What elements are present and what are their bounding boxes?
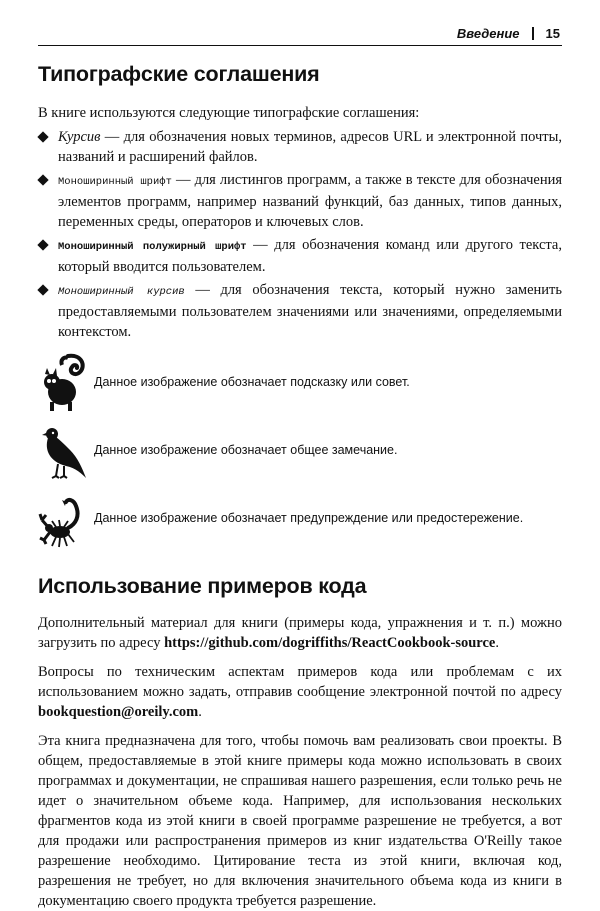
note-text: Данное изображение обозначает подсказку или совет. bbox=[94, 375, 410, 389]
diamond-bullet-icon bbox=[37, 174, 48, 185]
list-item bbox=[38, 127, 562, 167]
tip-note bbox=[38, 352, 562, 412]
diamond-bullet-icon bbox=[37, 131, 48, 142]
scorpion-icon bbox=[38, 488, 88, 548]
item-description: — для обозначения команд или другого текста, который вводится пользователем. bbox=[58, 237, 562, 275]
paragraph-text: Вопросы по техническим аспектам примеров кода или проблемам с их использованием можно задать, отправив сообщение электронной почтой по адресу bbox=[38, 664, 562, 700]
paragraph-text: Дополнительный материал для книги (примеры кода, упражнения и т. п.) можно загрузить по адресу bbox=[38, 615, 562, 651]
list-item bbox=[38, 235, 562, 277]
header-section-title: Введение bbox=[456, 26, 520, 41]
paragraph-usage-policy: Эта книга предназначена для того, чтобы помочь вам реализовать свои проекты. В общем, предоставляемые в этой книге примеры кода можно использовать в своих программах и документации, не спрашивая нашего разрешения, если только речь не идет о значительном объеме кода. Например, для использования нескольких фрагментов кода из этой книги в своей программе разрешение не требуется, а вот для продажи или распространения примеров из книг издательства O'Reilly такое разрешение необходимо. Цитирование теста из этой книги, включая код, разрешения не требует, но для включения значительного объема кода из книги в документацию своего продукта требуется разрешение. bbox=[38, 733, 562, 909]
running-header bbox=[457, 26, 560, 41]
list-item bbox=[38, 170, 562, 232]
paragraph-text: . bbox=[198, 704, 202, 720]
header-rule bbox=[38, 45, 562, 46]
conventions-list bbox=[38, 127, 562, 342]
term-monospace-bold: Моноширинный полужирный шрифт bbox=[58, 241, 247, 253]
warning-note bbox=[38, 488, 562, 548]
item-description: — для обозначения текста, который нужно заменить предоставляемыми пользователем значениями или значениями, определяемыми контекстом. bbox=[58, 282, 562, 340]
section-title-conventions: Типографские соглашения bbox=[38, 62, 320, 86]
header-separator bbox=[532, 27, 534, 40]
note-text: Данное изображение обозначает общее замечание. bbox=[94, 443, 398, 457]
item-description: — для обозначения новых терминов, адресов URL и электронной почты, названий и расширений файлов. bbox=[58, 129, 562, 165]
term-monospace-italic: Моноширинный курсив bbox=[58, 286, 185, 298]
section-title-code-examples: Использование примеров кода bbox=[38, 574, 367, 598]
lemur-icon bbox=[38, 352, 88, 412]
conventions-intro: В книге используются следующие типографские соглашения: bbox=[38, 105, 420, 121]
term-italic: Курсив bbox=[58, 129, 101, 145]
paragraph-questions bbox=[38, 662, 562, 722]
general-note bbox=[38, 420, 562, 480]
note-text: Данное изображение обозначает предупреждение или предостережение. bbox=[94, 511, 524, 525]
item-description: — для листингов программ, а также в тексте для обозначения элементов программ, например названий функций, баз данных, типов данных, переменных среды, операторов и ключевых слов. bbox=[58, 172, 563, 230]
diamond-bullet-icon bbox=[37, 239, 48, 250]
repository-link[interactable]: https://github.com/dogriffiths/ReactCookbook-source bbox=[164, 635, 496, 651]
paragraph-text: . bbox=[495, 635, 499, 651]
page-content bbox=[38, 56, 562, 911]
page-number: 15 bbox=[545, 26, 560, 41]
crow-icon bbox=[38, 420, 88, 480]
email-link[interactable]: bookquestion@oreily.com bbox=[38, 704, 199, 720]
list-item bbox=[38, 280, 562, 342]
term-monospace: Моноширинный шрифт bbox=[58, 176, 172, 188]
diamond-bullet-icon bbox=[37, 284, 48, 295]
paragraph-download bbox=[38, 613, 562, 653]
